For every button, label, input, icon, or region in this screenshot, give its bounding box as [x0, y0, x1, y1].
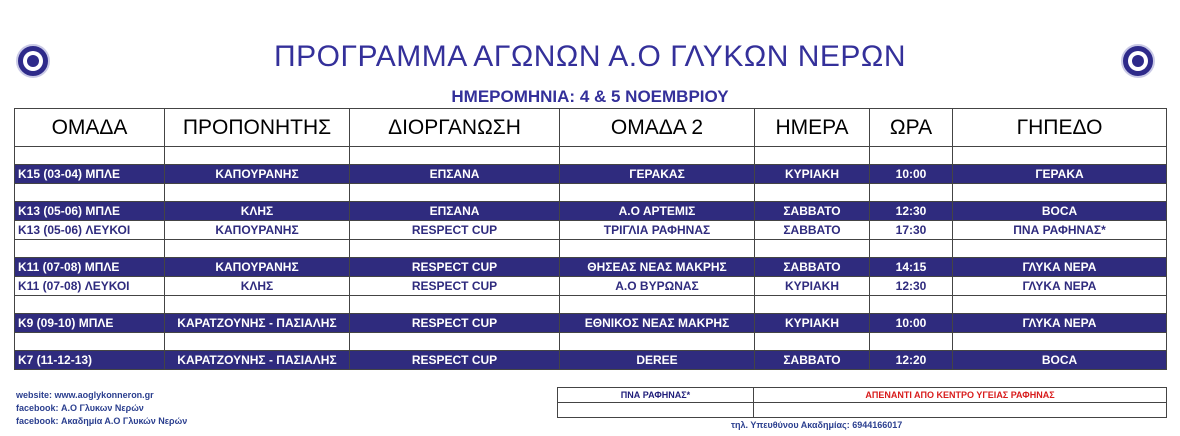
spacer-row — [15, 240, 1167, 258]
cell-coach: ΚΑΠΟΥΡΑΝΗΣ — [165, 165, 350, 184]
cell-day: ΣΑΒΒΑΤΟ — [755, 351, 870, 370]
cell-opponent: DEREE — [560, 351, 755, 370]
cell-opponent: Α.Ο ΑΡΤΕΜΙΣ — [560, 202, 755, 221]
page-title: ΠΡΟΓΡΑΜΜΑ ΑΓΩΝΩΝ Α.Ο ΓΛΥΚΩΝ ΝΕΡΩΝ — [273, 40, 907, 73]
cell-coach: ΚΑΠΟΥΡΑΝΗΣ — [165, 221, 350, 240]
cell-venue: ΓΛΥΚΑ ΝΕΡΑ — [953, 258, 1167, 277]
column-header-competition: ΔΙΟΡΓΑΝΩΣΗ — [350, 109, 560, 147]
column-header-day: ΗΜΕΡΑ — [755, 109, 870, 147]
cell-day: ΣΑΒΒΑΤΟ — [755, 258, 870, 277]
cell-team: K7 (11-12-13) — [15, 351, 165, 370]
cell-opponent: ΓΕΡΑΚΑΣ — [560, 165, 755, 184]
column-header-opponent: ΟΜΑΔΑ 2 — [560, 109, 755, 147]
cell-opponent: Α.Ο ΒΥΡΩΝΑΣ — [560, 277, 755, 296]
academy-phone: τηλ. Υπευθύνου Ακαδημίας: 6944166017 — [731, 420, 903, 430]
cell-day: ΣΑΒΒΑΤΟ — [755, 221, 870, 240]
table-row — [15, 351, 1167, 370]
cell-competition: RESPECT CUP — [350, 277, 560, 296]
table-row — [15, 165, 1167, 184]
cell-day: ΚΥΡΙΑΚΗ — [755, 314, 870, 333]
cell-time: 12:30 — [870, 277, 953, 296]
schedule-table — [14, 108, 1167, 370]
venue-note-table — [557, 387, 1167, 418]
schedule-date: ΗΜΕΡΟΜΗΝΙΑ: 4 & 5 ΝΟΕΜΒΡΙΟΥ — [451, 87, 729, 106]
table-row — [15, 202, 1167, 221]
cell-competition: RESPECT CUP — [350, 258, 560, 277]
column-header-coach: ΠΡΟΠΟΝΗΤΗΣ — [165, 109, 350, 147]
cell-time: 10:00 — [870, 165, 953, 184]
spacer-row — [15, 333, 1167, 351]
cell-venue: BOCA — [953, 202, 1167, 221]
cell-time: 17:30 — [870, 221, 953, 240]
cell-time: 12:20 — [870, 351, 953, 370]
note-venue-address: ΑΠΕΝΑΝΤΙ ΑΠΟ ΚΕΝΤΡΟ ΥΓΕΙΑΣ ΡΑΦΗΝΑΣ — [754, 388, 1167, 403]
cell-venue: ΠΝΑ ΡΑΦΗΝΑΣ* — [953, 221, 1167, 240]
cell-venue: ΓΕΡΑΚΑ — [953, 165, 1167, 184]
cell-team: K15 (03-04) ΜΠΛΕ — [15, 165, 165, 184]
footer-links — [16, 389, 187, 428]
table-row — [15, 277, 1167, 296]
column-header-venue: ΓΗΠΕΔΟ — [953, 109, 1167, 147]
cell-time: 10:00 — [870, 314, 953, 333]
cell-coach: ΚΑΡΑΤΖΟΥΝΗΣ - ΠΑΣΙΑΛΗΣ — [165, 314, 350, 333]
cell-team: K11 (07-08) ΜΠΛΕ — [15, 258, 165, 277]
cell-opponent: ΕΘΝΙΚΟΣ ΝΕΑΣ ΜΑΚΡΗΣ — [560, 314, 755, 333]
cell-team: K11 (07-08) ΛΕΥΚΟΙ — [15, 277, 165, 296]
cell-competition: RESPECT CUP — [350, 221, 560, 240]
cell-day: ΚΥΡΙΑΚΗ — [755, 277, 870, 296]
cell-venue: BOCA — [953, 351, 1167, 370]
cell-opponent: ΤΡΙΓΛΙΑ ΡΑΦΗΝΑΣ — [560, 221, 755, 240]
facebook-link[interactable]: facebook: Α.Ο Γλυκων Νερών — [16, 403, 144, 413]
table-row — [15, 314, 1167, 333]
cell-day: ΚΥΡΙΑΚΗ — [755, 165, 870, 184]
cell-competition: RESPECT CUP — [350, 314, 560, 333]
header-row — [15, 109, 1167, 147]
cell-coach: ΚΛΗΣ — [165, 202, 350, 221]
cell-competition: ΕΠΣΑΝΑ — [350, 202, 560, 221]
table-row — [15, 258, 1167, 277]
cell-team: K13 (05-06) ΜΠΛΕ — [15, 202, 165, 221]
column-header-time: ΩΡΑ — [870, 109, 953, 147]
cell-venue: ΓΛΥΚΑ ΝΕΡΑ — [953, 277, 1167, 296]
cell-coach: ΚΑΡΑΤΖΟΥΝΗΣ - ΠΑΣΙΑΛΗΣ — [165, 351, 350, 370]
cell-competition: ΕΠΣΑΝΑ — [350, 165, 560, 184]
table-row — [15, 221, 1167, 240]
cell-team: K9 (09-10) ΜΠΛΕ — [15, 314, 165, 333]
spacer-row — [15, 296, 1167, 314]
cell-competition: RESPECT CUP — [350, 351, 560, 370]
facebook-academy-link[interactable]: facebook: Ακαδημία Α.Ο Γλυκών Νερών — [16, 416, 188, 426]
note-venue-name: ΠΝΑ ΡΑΦΗΝΑΣ* — [558, 388, 754, 403]
cell-opponent: ΘΗΣΕΑΣ ΝΕΑΣ ΜΑΚΡΗΣ — [560, 258, 755, 277]
spacer-row — [15, 147, 1167, 165]
cell-coach: ΚΑΠΟΥΡΑΝΗΣ — [165, 258, 350, 277]
cell-coach: ΚΛΗΣ — [165, 277, 350, 296]
cell-day: ΣΑΒΒΑΤΟ — [755, 202, 870, 221]
cell-time: 14:15 — [870, 258, 953, 277]
cell-venue: ΓΛΥΚΑ ΝΕΡΑ — [953, 314, 1167, 333]
column-header-team: ΟΜΑΔΑ — [15, 109, 165, 147]
website-link[interactable]: website: www.aoglykonneron.gr — [16, 390, 154, 400]
cell-time: 12:30 — [870, 202, 953, 221]
cell-team: K13 (05-06) ΛΕΥΚΟΙ — [15, 221, 165, 240]
spacer-row — [15, 184, 1167, 202]
